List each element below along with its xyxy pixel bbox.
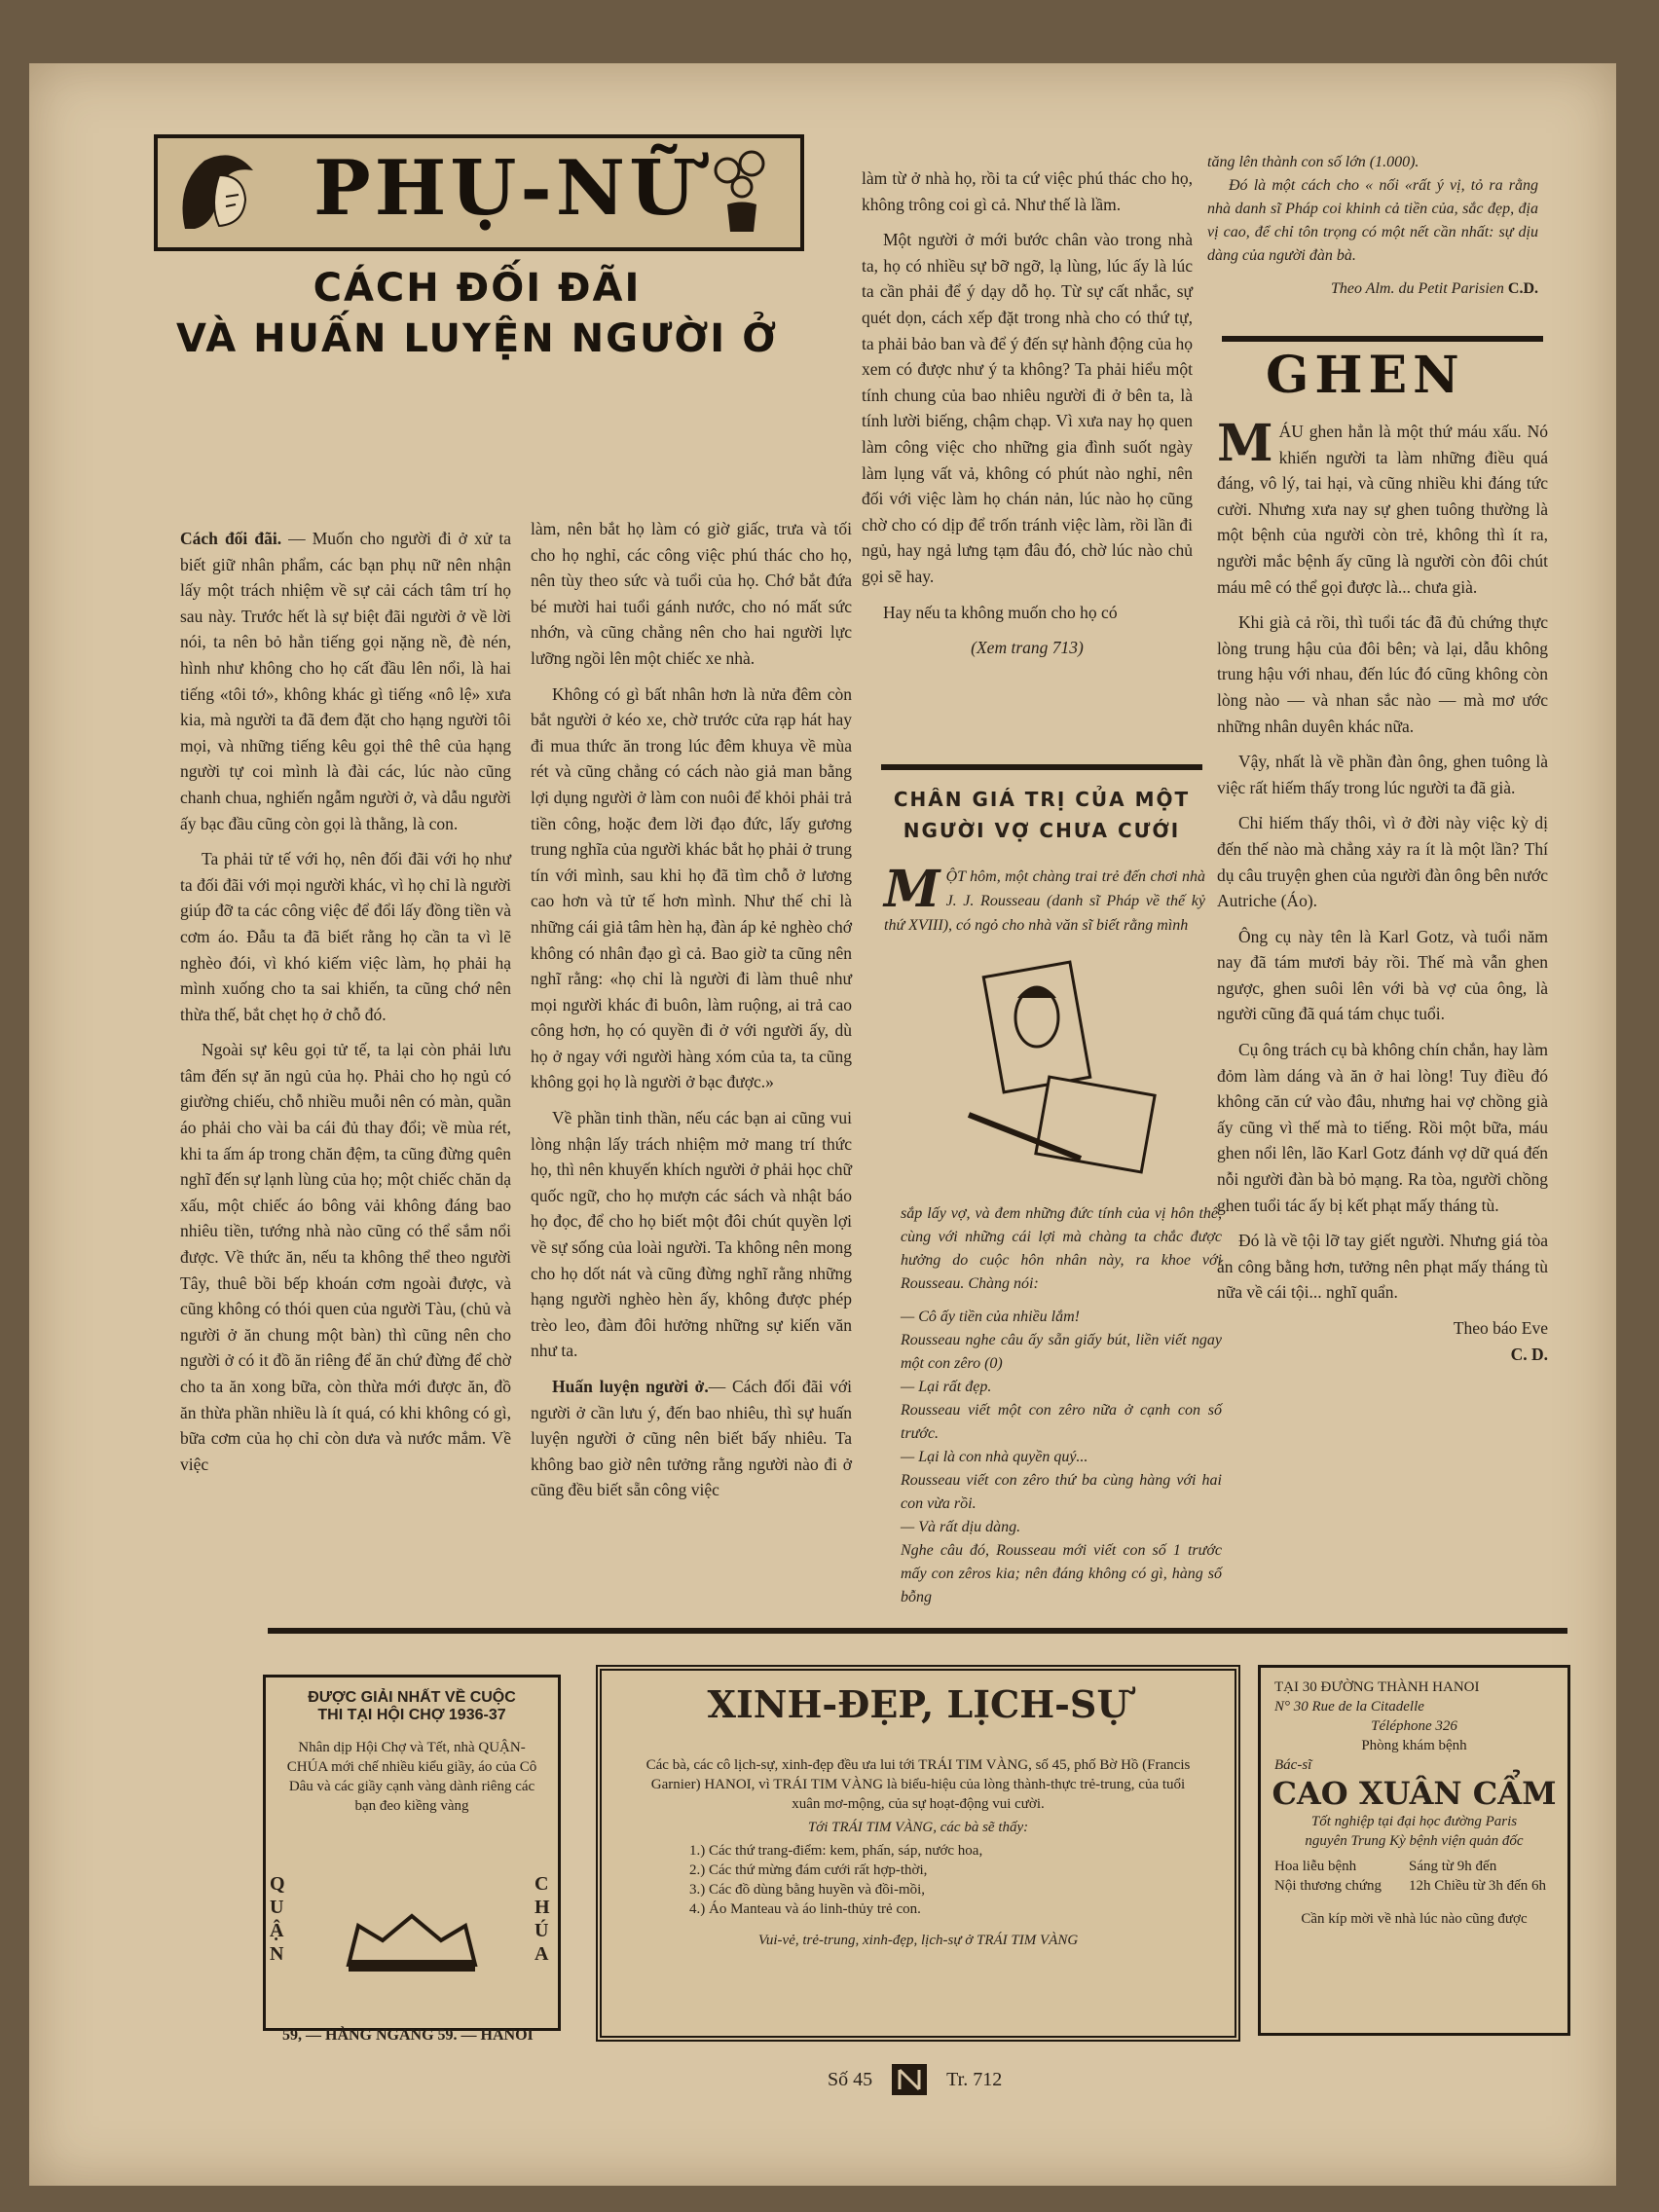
paragraph: — Cách đối đãi với người ở cần lưu ý, đến bao nhiêu, thì sự huấn luyện người ở cũng nên biết bấy nhiêu. Ta không bao giờ nên tưởng rằng người nào đi ở cũng đều biết sẵn công việc — [531, 1377, 852, 1500]
section-banner — [154, 134, 804, 251]
article2-title: CHÂN GIÁ TRỊ CỦA MỘT NGƯỜI VỢ CHƯA CƯỚI — [893, 788, 1191, 842]
dialogue-line: — Và rất dịu dàng. — [901, 1519, 1021, 1535]
source-credit: Theo Alm. du Petit Parisien — [1330, 280, 1504, 297]
ad-body: Nhân dịp Hội Chợ và Tết, nhà QUẬN-CHÚA mới chế nhiều kiểu giầy, áo của Cô Dâu và các giầy cạnh vàng dành riêng các bạn đeo kiềng vàng — [286, 1740, 537, 1814]
letter-portrait-illustration — [964, 959, 1168, 1183]
masthead-logo-icon — [890, 2062, 929, 2097]
paragraph: sắp lấy vợ, và đem những đức tính của vị hôn thê, cùng với những cái lợi mà chàng ta chắc được hưởng do cuộc hôn nhân này, ra khoe với Rousseau. Chàng nói: — [901, 1205, 1222, 1292]
lead-label: Cách đối đãi. — [180, 529, 282, 548]
ad-section-divider — [268, 1628, 1567, 1634]
ad-line: Cần kíp mời về nhà lúc nào cũng được — [1301, 1911, 1528, 1927]
paragraph: Đó là về tội lỡ tay giết người. Nhưng giá tòa án công bằng hơn, tưởng nên phạt mấy tháng tù nữa về cái tội... nghĩ quẩn. — [1217, 1231, 1548, 1303]
narration-line: Rousseau nghe câu ấy sẵn giấy bút, liền viết ngay một con zêro (0) — [901, 1332, 1222, 1372]
title-line-1: CÁCH ĐỐI ĐÃI — [313, 266, 642, 311]
ad-line: Tốt nghiệp tại đại học đường Paris — [1310, 1814, 1518, 1829]
page-number: Tr. 712 — [946, 2068, 1003, 2090]
vertical-label-left: QUẬN — [270, 1873, 285, 1965]
ad-line: Sáng từ 9h đến — [1409, 1859, 1497, 1874]
paragraph: Đó là một cách cho « nối «rất ý vị, tỏ ra rằng nhà danh sĩ Pháp coi khinh cả tiền của, sắc đẹp, địa vị cao, để chỉ tôn trọng có một nết cần nhất: sự dịu dàng của người đàn bà. — [1207, 177, 1538, 264]
ad-line: Bác-sĩ — [1274, 1757, 1312, 1773]
list-item: 1.) Các thứ trang-điểm: kem, phấn, sáp, nước hoa, — [689, 1843, 983, 1859]
article3-body — [1217, 414, 1548, 1367]
paragraph: ỘT hôm, một chàng trai trẻ đến chơi nhà J. J. Rousseau (danh sĩ Pháp về thế kỷ thứ XVIII), có ngỏ cho nhà văn sĩ biết rằng mình — [884, 868, 1205, 934]
title-line-2: VÀ HUẤN LUYỆN NGƯỜI Ở — [175, 316, 779, 361]
subhead-label: Huấn luyện người ở. — [552, 1377, 709, 1396]
ad-line: Téléphone 326 — [1371, 1718, 1457, 1734]
divider — [881, 764, 1202, 770]
ad-line: Phòng khám bệnh — [1361, 1738, 1467, 1753]
paragraph: Ngoài sự kêu gọi tử tế, ta lại còn phải lưu tâm đến sự ăn ngủ của họ. Phải cho họ ngủ có giường chiếu, chỗ nhiều muỗi nên có màn, quần áo phải cho vài ba cái đủ thay đổi; về mùa rét, khi ta ấm áp trong chăn đệm, ta cũng đừng quên nghĩ đến sự lạnh lùng của họ; một chiếc chăn dạ xấu, một chiếc áo bông vải không đáng bao nhiêu tiền, tướng nhà nào cũng có thể sắm nổi được. Về thức ăn, nếu ta không thể theo người Tây, thuê bồi bếp khoán cơm ngoài được, và cũng không có thói quen của người Tàu, (chủ và người ở ăn chung một bàn) thì cũng nên cho người ở có it đồ ăn riêng để ăn chứ đừng để chờ cho ta ăn xong bữa, còn thừa mới được ăn, đồ ăn thừa phần nhiều là ít quá, có khi không có gì, bữa cơm của họ chỉ còn dưa và nước mắm. Về việc — [180, 1040, 511, 1474]
ad-heading: THI TẠI HỘI CHỢ 1936-37 — [317, 1707, 506, 1723]
paragraph: Chỉ hiếm thấy thôi, vì ở đời này việc kỳ dị đến thế nào mà chẳng xảy ra ít là một lần? Thí dụ câu truyện ghen của người đàn ông bên nước Autriche (Áo). — [1217, 813, 1548, 911]
drop-cap: M — [1217, 414, 1273, 473]
paragraph: — Muốn cho người đi ở xử ta biết giữ nhân phẩm, các bạn phụ nữ nên nhận lấy một trách nhiệm về sự cải cách tâm trí họ sau này. Trước hết là sự biệt đãi người ở về lời nói, ta nên bỏ hẳn tiếng gọi nặng nề, đè nén, hình như không cho họ cất đầu lên nổi, là hai tiếng «tôi tớ», không khác gì tiếng «nô lệ» xưa kia, mà người ta đã đem đặt cho hạng người tôi mọi, và những tiếng kêu gọi thê thê của hạng người tự coi mình là đài các, lúc nào cũng chanh chua, nghiến ngẫm người ở, và dẫu người ấy bạc đầu cũng còn gọi là thằng, là con. — [180, 529, 511, 833]
paragraph: Không có gì bất nhân hơn là nửa đêm còn bắt người ở kéo xe, chờ trước cửa rạp hát hay đi mua thức ăn trong lúc đêm khuya về mùa rét và cũng chẳng có cách nào giả man bằng lợi dụng người ở làm con nuôi để khỏi phải trả tiền công, hoặc đem lời đạo đức, lấy gương trung nghĩa của người khác bắt họ phải ở trung tín với mình, sau khi họ đã tìm chỗ ở lương cao hơn và tử tế hơn mình. Như thế chỉ là những cái giả tâm hèn hạ, đàn áp kẻ nghèo chớ không có nhân đạo gì cả. Bao giờ ta cũng nên nghĩ rằng: «họ chỉ là người đi làm thuê như mọi người khác đi buôn, làm ruộng, ai trả cao công hơn, họ có quyền đi ở với người ấy, dù họ ở ngay với người hàng xóm của ta, ta cũng không gọi họ là người ở bạc được.» — [531, 683, 852, 1092]
issue-number: Số 45 — [828, 2068, 873, 2090]
section-title: PHỤ-NỮ — [313, 144, 700, 233]
article1-column-3 — [862, 166, 1193, 661]
ad-line: TẠI 30 ĐƯỜNG THÀNH HANOI — [1274, 1679, 1480, 1695]
paragraph: làm, nên bắt họ làm có giờ giấc, trưa và tối cho họ nghỉ, các công việc phú thác cho họ, nên tùy theo sức và tuổi của họ. Chớ bắt đứa bé mười hai tuổi gánh nước, cho nó mất sức nhớn, và cũng chẳng nên cho hai người lực lưỡng ngồi lên một chiếc xe nhà. — [531, 519, 852, 668]
page-footer — [828, 2062, 1002, 2097]
paragraph: Về phần tinh thần, nếu các bạn ai cũng vui lòng nhận lấy trách nhiệm mở mang trí thức họ, thì nên khuyến khích người ở phải học chữ quốc ngữ, cho họ mượn các sách và nhật báo họ đọc, để cho họ biết một đôi chút quyền lợi về sự sống của loài người. Ta không nên mong cho họ dốt nát và cũng đừng nghĩ rằng những hạng người nghèo hèn ấy, không được phép trèo leo, đàm đôi hưởng những sự kiến văn như ta. — [531, 1108, 852, 1361]
article1-column-1 — [180, 526, 511, 1487]
article3-title: GHEN — [1266, 346, 1465, 405]
continue-note: (Xem trang 713) — [971, 638, 1084, 658]
ad-heading: ĐƯỢC GIẢI NHẤT VỀ CUỘC — [308, 1689, 516, 1706]
crown-icon — [339, 1906, 485, 1974]
ad-line: Nội thương chứng — [1274, 1878, 1382, 1894]
narration-line: Rousseau viết con zêro thứ ba cùng hàng với hai con vừa rồi. — [901, 1472, 1222, 1512]
divider — [1222, 336, 1543, 342]
ad-trai-tim-vang — [596, 1665, 1240, 2042]
vertical-label-right: CHÚA — [535, 1873, 550, 1965]
article1-column-2 — [531, 516, 852, 1513]
article2-intro — [884, 860, 1205, 938]
ad-line: 12h Chiều từ 3h đến 6h — [1409, 1878, 1547, 1894]
paragraph: Vậy, nhất là về phần đàn ông, ghen tuông là việc rất hiếm thấy trong lúc người ta đã già. — [1217, 752, 1548, 797]
ad-line: N° 30 Rue de la Citadelle — [1274, 1699, 1424, 1714]
drop-cap: M — [884, 860, 940, 919]
ad-quan-chua — [263, 1675, 561, 2031]
list-item: 2.) Các thứ mừng đám cưới rất hợp-thời, — [689, 1862, 928, 1878]
ad-title: XINH-ĐẸP, LỊCH-SỰ — [707, 1682, 1129, 1726]
paragraph: ÁU ghen hẳn là một thứ máu xấu. Nó khiến người ta làm những điều quá đáng, vô lý, tai hại, và cũng nhiều khi đáng tức cười. Nhưng xưa nay sự ghen tuông thường là một bệnh của người còn trẻ, không thì ít ra, người mắc bệnh ấy cũng là người còn đôi chút máu mê có thể gọi được là... chưa già. — [1217, 422, 1548, 597]
ad-footer: Vui-vẻ, trẻ-trung, xinh-đẹp, lịch-sự ở TRÁI TIM VÀNG — [757, 1933, 1079, 1948]
doctor-name: CAO XUÂN CẨM — [1272, 1775, 1557, 1812]
flower-vase-illustration — [693, 146, 791, 236]
paragraph: tăng lên thành con số lớn (1.000). — [1207, 154, 1419, 170]
ad-body: Tới TRÁI TIM VÀNG, các bà sẽ thấy: — [807, 1820, 1029, 1835]
dialogue-line: — Lại là con nhà quyền quý... — [901, 1449, 1088, 1465]
ad-address: 59, — HÀNG NGANG 59. — HANOI — [282, 2027, 534, 2044]
source-credit: Theo báo Eve — [1453, 1318, 1548, 1338]
narration-line: Nghe câu đó, Rousseau mới viết con số 1 trước mấy con zêros kia; nên đáng không có gì, hàng số bỗng — [901, 1542, 1222, 1605]
paragraph: Ta phải tử tế với họ, nên đối đãi với họ như ta đối đãi với mọi người khác, vì họ chỉ là người giúp đỡ ta các công việc để đổi lấy đồng tiền và cơm áo. Đẫu ta đã biết rằng họ cần ta vì lẽ nghèo đói, vì khó kiếm việc làm, họ phải hạ mình xuống cho ta sai khiến, ta cũng chớ nên thừa thế, bắt chẹt họ ở chỗ đó. — [180, 849, 511, 1024]
dialogue-line: — Cô ấy tiền của nhiều lắm! — [901, 1309, 1080, 1325]
list-item: 3.) Các đồ dùng bằng huyền và đồi-mồi, — [689, 1882, 926, 1898]
ad-body: Các bà, các cô lịch-sự, xinh-đẹp đều ưa lui tới TRÁI TIM VÀNG, số 45, phố Bờ Hồ (Francis Garnier) HANOI, vì TRÁI TIM VÀNG là biểu-hiệu của lòng thành-thực trẻ-trung, của tuổi xuân mơ-mộng, của sự hoạt-động vui cười. — [645, 1757, 1191, 1812]
paragraph: Khi già cả rồi, thì tuổi tác đã đủ chứng thực lòng trung hậu của đôi bên; và lại, dẫu không trung hậu với nhau, đến lúc đó cũng không còn lòng nào — và nhan sắc nào — mà mơ ước những nhân duyên khác nữa. — [1217, 612, 1548, 736]
woman-portrait-illustration — [166, 146, 273, 234]
paragraph: Cụ ông trách cụ bà không chín chắn, hay làm đỏm làm dáng và ăn ở hai lòng! Tuy điều đó không căn cứ vào đâu, nhưng hai vợ chồng già ấy cũng vì thế mà to tiếng. Rồi một bữa, máu ghen nổi lên, lão Karl Gotz đánh vợ dữ quá đến nỗi người đàn bà bỏ mạng. Ra tòa, người chồng ghen tuổi tác ấy bị kết phạt mấy tháng tù. — [1217, 1040, 1548, 1215]
ad-line: nguyên Trung Kỳ bệnh viện quản đốc — [1305, 1833, 1524, 1849]
paragraph: Ông cụ này tên là Karl Gotz, và tuổi năm nay đã tám mươi bảy rồi. Thế mà vẫn ghen ngược, ghen suôi lên với bà vợ của ông, là người cũng đã quá tám chục tuổi. — [1217, 926, 1548, 1024]
ad-line: Hoa liễu bệnh — [1274, 1859, 1357, 1874]
ad-cao-xuan-cam — [1258, 1665, 1570, 2036]
paragraph: Hay nếu ta không muốn cho họ có — [883, 602, 1118, 622]
dialogue-line: — Lại rất đẹp. — [901, 1379, 992, 1395]
paragraph: làm từ ở nhà họ, rồi ta cứ việc phú thác cho họ, không trông coi gì cả. Như thế là lầm. — [862, 168, 1193, 214]
narration-line: Rousseau viết một con zêro nữa ở cạnh con số trước. — [901, 1402, 1222, 1442]
author-signature: C.D. — [1507, 280, 1538, 297]
paragraph: Một người ở mới bước chân vào trong nhà ta, họ có nhiều sự bỡ ngỡ, lạ lùng, lúc ấy là lúc ta cần phải để ý dạy dỗ họ. Từ sự cất nhắc, sự quét dọn, cách xếp đặt trong nhà cho có thứ tự, ta phải bảo ban và để ý đến sự hành động của họ xem có được như ý ta không? Ta phải hiểu một tính chung của bao nhiêu người đi ở bên ta, là tính lười biếng, chậm chạp. Vì xưa nay họ quen làm công việc cho những gia đình suốt ngày làm lụng vất vả, không có phút nào nghỉ, nên đối với việc làm họ chán nản, lúc nào họ cũng chờ cho có dịp để trốn tránh việc làm, rồi lần đi ngủ, hay ngả lưng tạm đâu đó, chờ lúc nào chủ gọi sẽ hay. — [862, 230, 1193, 586]
article2-body — [901, 1202, 1222, 1609]
author-signature: C. D. — [1510, 1344, 1548, 1364]
list-item: 4.) Áo Manteau và áo linh-thủy trẻ con. — [689, 1901, 921, 1917]
article-title — [175, 263, 779, 364]
article2-continuation — [1207, 151, 1538, 301]
